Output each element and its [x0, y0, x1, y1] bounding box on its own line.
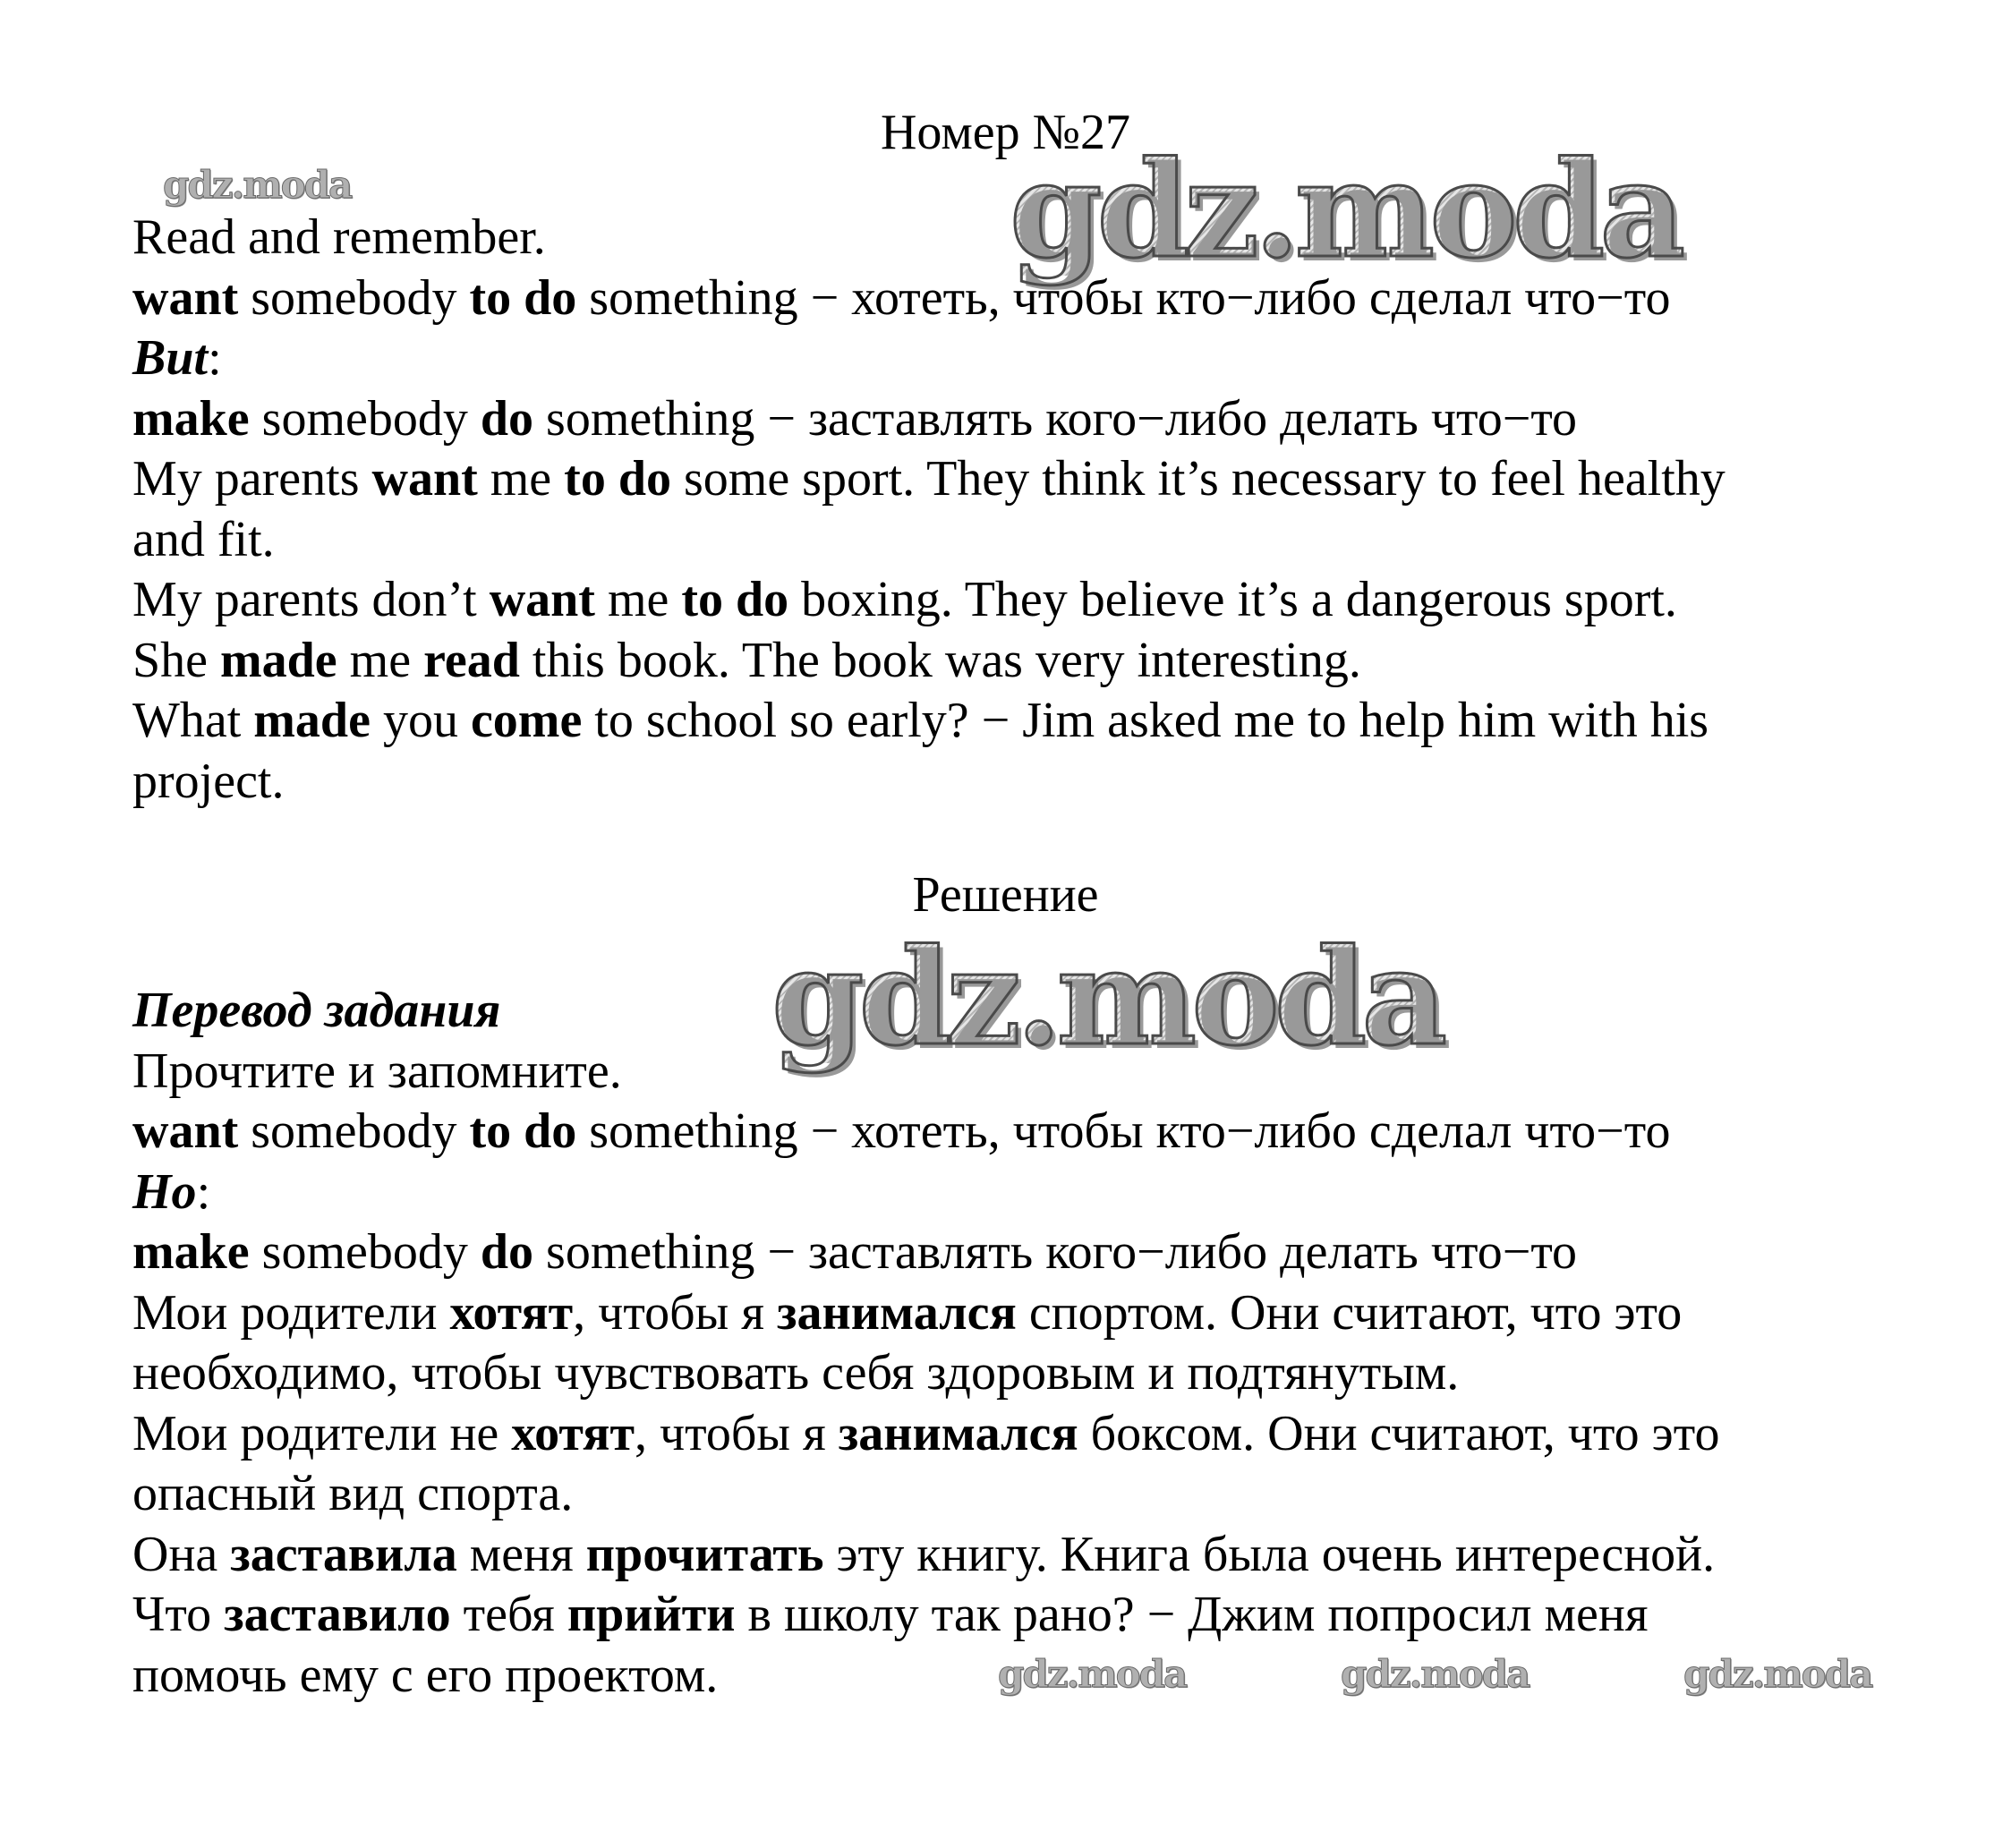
text: эту книгу. Книга была очень интересной.: [823, 1526, 1716, 1582]
colon: :: [196, 1163, 211, 1220]
text: She: [132, 632, 220, 688]
rule-text: somebody: [249, 390, 481, 447]
example-sentence-cont: and fit.: [132, 511, 275, 567]
keyword: read: [423, 632, 520, 688]
keyword: made: [253, 693, 371, 748]
keyword: made: [220, 632, 337, 688]
keyword: to do: [469, 1103, 577, 1159]
text: you: [370, 693, 471, 748]
rule-want: [132, 268, 1887, 329]
example-sentence: [132, 691, 1887, 752]
but-word: Но: [132, 1163, 197, 1220]
watermark-logo: gdz.moda: [1683, 1652, 1872, 1696]
keyword: want: [371, 451, 478, 507]
watermark-logo: gdz.moda: [1341, 1652, 1530, 1696]
text: Мои родители: [132, 1284, 450, 1341]
watermark-logo: gdz.moda: [998, 1652, 1187, 1696]
text: me: [594, 572, 682, 627]
keyword: do: [480, 390, 534, 447]
example-sentence: [132, 449, 1887, 510]
keyword: want: [132, 269, 239, 326]
text: в школу так рано? − Джим попросил меня: [735, 1587, 1649, 1642]
keyword: занимался: [838, 1405, 1078, 1461]
keyword: want: [489, 572, 595, 627]
watermark-logo: gdz.moda: [771, 919, 1443, 1075]
example-sentence: [132, 1404, 1887, 1465]
text: , чтобы я: [634, 1405, 839, 1461]
keyword: занимался: [776, 1284, 1017, 1341]
keyword: make: [132, 390, 250, 447]
rule-text: something − заставлять кого−либо делать что−то: [533, 1224, 1578, 1280]
example-sentence: [132, 1585, 1887, 1646]
solution-heading: Решение: [912, 867, 1099, 923]
text: to school so early? − Jim asked me to help him with his: [582, 693, 1709, 748]
text: What: [132, 693, 254, 748]
keyword: заставило: [224, 1587, 451, 1642]
example-sentence-cont: помочь ему с его проектом.: [132, 1647, 719, 1703]
rule-text: something − заставлять кого−либо делать что−то: [533, 390, 1578, 447]
but-label: [132, 1162, 1887, 1223]
rule-text: something − хотеть, чтобы кто−либо сделал что−то: [576, 269, 1671, 326]
solution-intro: Прочтите и запомните.: [132, 1043, 622, 1099]
text: Она: [132, 1526, 231, 1582]
rule-make: [132, 389, 1887, 450]
rule-text: somebody: [238, 1103, 470, 1159]
keyword: make: [132, 1224, 250, 1280]
rule-text: somebody: [249, 1224, 481, 1280]
text: My parents don’t: [132, 572, 490, 627]
example-sentence-cont: необходимо, чтобы чувствовать себя здоровым и подтянутым.: [132, 1345, 1460, 1401]
text: me: [337, 632, 424, 688]
text: тебя: [450, 1587, 567, 1642]
translation-label: Перевод задания: [132, 983, 501, 1038]
keyword: прийти: [567, 1587, 736, 1642]
keyword: хотят: [511, 1405, 635, 1461]
colon: :: [208, 330, 222, 386]
text: Что: [132, 1587, 225, 1642]
task-intro: Read and remember.: [132, 209, 546, 265]
text: this book. The book was very interesting.: [519, 632, 1361, 688]
text: me: [477, 451, 565, 507]
keyword: прочитать: [585, 1526, 824, 1582]
text: спортом. Они считают, что это: [1016, 1284, 1683, 1341]
text: Мои родители не: [132, 1405, 512, 1461]
text: , чтобы я: [573, 1284, 777, 1341]
solution-block: [132, 981, 1887, 1706]
keyword: to do: [681, 572, 789, 627]
example-sentence: [132, 631, 1887, 692]
watermark-logo: gdz.moda: [163, 163, 352, 207]
keyword: come: [470, 693, 583, 748]
rule-make: [132, 1222, 1887, 1283]
keyword: заставила: [230, 1526, 457, 1582]
task-block: [132, 208, 1887, 812]
but-word: But: [132, 330, 209, 386]
example-sentence: [132, 570, 1887, 631]
example-sentence-cont: project.: [132, 753, 285, 809]
rule-want: [132, 1102, 1887, 1162]
text: My parents: [132, 451, 372, 507]
keyword: хотят: [449, 1284, 574, 1341]
text: some sport. They think it’s necessary to feel healthy: [670, 451, 1726, 507]
example-sentence-cont: опасный вид спорта.: [132, 1466, 574, 1521]
example-sentence: [132, 1525, 1887, 1586]
text: боксом. Они считают, что это: [1078, 1405, 1720, 1461]
example-sentence: [132, 1283, 1887, 1344]
keyword: do: [480, 1224, 534, 1280]
rule-text: something − хотеть, чтобы кто−либо сделал что−то: [576, 1103, 1671, 1159]
but-label: [132, 328, 1887, 389]
text: boxing. They believe it’s a dangerous sport.: [788, 572, 1677, 627]
rule-text: somebody: [238, 269, 470, 326]
keyword: want: [132, 1103, 239, 1159]
keyword: to do: [469, 269, 577, 326]
page-title: Номер №27: [880, 105, 1131, 160]
watermark-logo: gdz.moda: [1010, 132, 1681, 287]
text: меня: [456, 1526, 586, 1582]
keyword: to do: [564, 451, 671, 507]
